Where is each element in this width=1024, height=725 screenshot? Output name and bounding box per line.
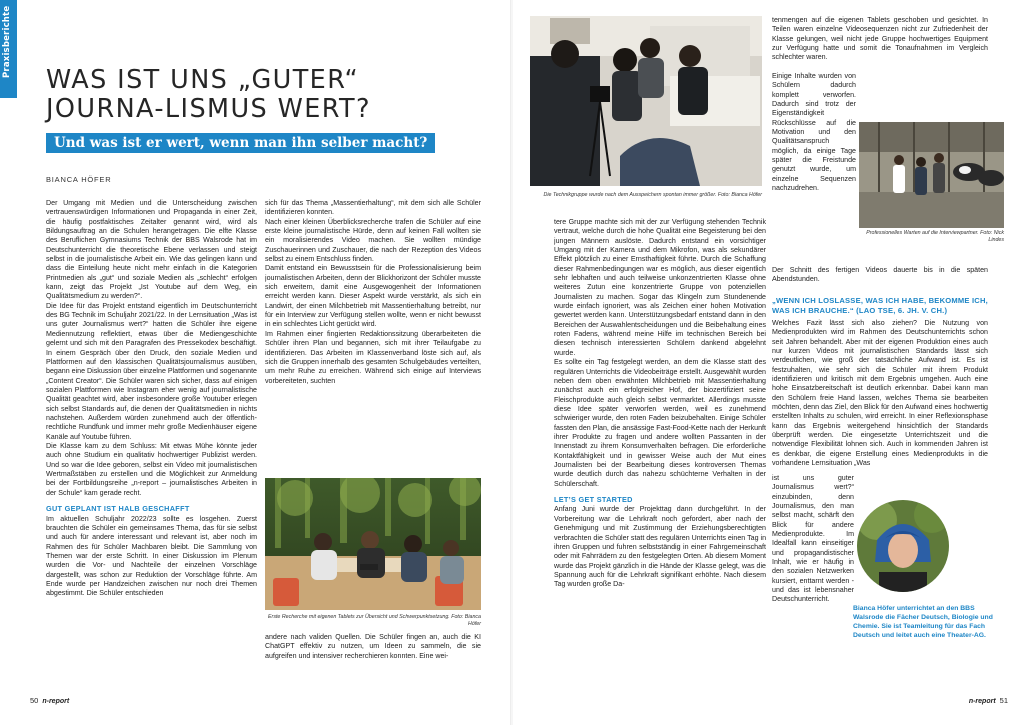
right-column-2-top xyxy=(772,16,988,72)
paragraph: sich für das Thema „Massentierhaltung“, mit dem sich alle Schüler identifizieren konnten. xyxy=(265,199,481,217)
paragraph: Im Rahmen einer fingierten Redaktionssitzung überarbeiteten die Schüler ihren Plan und begannen, sich mit ihrer Teilaufgabe zu identifizieren. Das Arbeiten im Klassenverband löste sich auf, als sich die Gruppen innerhalb des gesamten Schulgebäudes verteilten, um mehr Ruhe zu erreichen. Während sich einige auf Interviews vorbereiteten, suchten xyxy=(265,329,481,385)
section-tab-label: Praxisberichte xyxy=(2,6,12,79)
right-column-1 xyxy=(554,218,766,686)
photo-technik-group xyxy=(530,16,762,186)
paragraph: andere nach validen Quellen. Die Schüler fingen an, auch die KI ChatGPT effektiv zu nutzen, um Ideen zu sammeln, die sie aufgreifen und intensiver recherchieren konnten. Eine wei- xyxy=(265,633,481,660)
paragraph: tere Gruppe machte sich mit der zur Verfügung stehenden Technik vertraut, welche durch die hohe Qualität eine Begeisterung bei den jungen Männern auslöste. Dadurch entstand ein vorsichtiger Umgang mit der Kamera und dem Mikrofon, was als sekundärer Effekt plötzlich zu einer Ernsthaftigkeit führte. Durch die Schaffung dieser Rahmenbedingungen war es möglich, aus dieser eigentlich sehr lebhaften und auch teilweise unkonzentrierten Klasse ohne weiteres Zutun eine konzentrierte Gruppe von potenziellen Journalisten zu machen. Sogar das Klingeln zum Stundenende wurde einfach ignoriert, was als Zeichen einer hohen Motivation gewertet werden kann. Unterstützungsbedarf entstand dann in den Bereichen der Auswahlentscheidungen und die Beibehaltung eines roten Fadens, während meine Hilfe im technischen Bereich bei diesen technisch interessierten Schülern dankend abgelehnt wurde. xyxy=(554,218,766,357)
right-column-2-wrap xyxy=(772,72,856,267)
photo-barn-interview-image xyxy=(859,122,1004,228)
paragraph: Der Umgang mit Medien und die Unterscheidung zwischen vertrauenswürdigen Informationen und Propaganda in einer Zeit, die häufig postfaktisches Zeitalter genannt wird, wird als Bildungsauftrag an die Schulen herangetragen. Die elfte Klasse des Beruflichen Gymnasiums Technik der BBS Walsrode hat im Deutschunterricht die theoretische Ebene verlassen und steigt selbst in die journalistische Arbeit ein. Wie das gelingen kann und dass die Einteilung heute nicht mehr einfach in die Kategorien Printmedien als „gut“ und soziale Medien als „schlecht“ erfolgen kann, zeigt das Projekt „Ist Youtube auf dem Weg, ein Qualitätsmedium zu werden?“. xyxy=(46,199,257,301)
folio-left xyxy=(30,696,73,705)
paragraph: tenmengen auf die eigenen Tablets geschoben und gesichtet. In Teilen waren einzelne Videosequenzen nicht zur Zufriedenheit der Klasse gelungen, weil nicht jede Gruppe hochwertiges Equipment zur Verfügung hatte und somit die Tonaufnahmen im Vergleich schlechter waren. xyxy=(772,16,988,62)
left-column-1 xyxy=(46,199,257,673)
author-byline: BIANCA HÖFER xyxy=(46,175,112,184)
left-column-2-continued xyxy=(265,633,481,681)
section-tab xyxy=(0,0,17,98)
author-bio xyxy=(853,604,993,660)
page-number: 50 xyxy=(30,696,39,705)
photo-caption: Professionelles Warten auf die Interviewpartner. Foto: Nick Lindes xyxy=(866,230,1004,243)
paragraph: Die Idee für das Projekt entstand eigentlich im Deutschunterricht des BG Technik im Schuljahr 2021/22. In der Lernsituation „Was ist uns guter Journalismus wert?“ hatten die Schüler ihre eigene Mediennutzung reflektiert, etwas über die Mediengeschichte gelernt und sich mit den Paragrafen des Pressekodex beschäftigt. In einem Gespräch über den Druck, den soziale Medien und Plattformen auf den klassischen Qualitätsjournalismus ausüben, begann eine Diskussion über einzelne Plattformen und sogenannte „Content Creator“. Die Schüler waren sich sicher, dass auf einigen sozialen Plattformen wie Instagram eher wenig auf journalistische Qualität geachtet wird, aber insbesondere große Youtuber erlegen sich selbst Standards auf, die denen der Qualitätsmedien in nichts nachstehen. Außerdem würden zunehmend auch der öffentlich-rechtliche Rundfunk und immer mehr große Medienhäuser eigene Kanäle auf Youtube führen. xyxy=(46,301,257,441)
pull-quote: „WENN ICH LOSLASSE, WAS ICH HABE, BEKOMME ICH, WAS ICH BRAUCHE.“ (LAO TSE, 6. JH. V. CH.) xyxy=(772,296,988,315)
photo-technik-group-image xyxy=(530,16,762,186)
photo-students-research xyxy=(265,478,481,610)
right-column-2-continued xyxy=(772,266,988,296)
page-number: 51 xyxy=(999,696,1008,705)
paragraph: Die Klasse kam zu dem Schluss: Mit etwas Mühe könnte jeder auch ohne Studium ein qualitativ hochwertiger Publizist werden. Und so war die Idee geboren, selbst ein Video mit journalistischen Wertmaßstäben zu erstellen und die Möglichkeit zur Anmeldung bei der Fortbildungsreihe „n-report – journalistisches Arbeiten in der Schule“ kam gerade recht. xyxy=(46,441,257,497)
section-heading: GUT GEPLANT IST HALB GESCHAFFT xyxy=(46,504,190,513)
paragraph: Im aktuellen Schuljahr 2022/23 sollte es losgehen. Zuerst brauchten die Schüler ein gemeinsames Thema, das für sie selbst und auch für andere interessant und relevant ist, aber noch im Rahmen des für Schüler Machbaren bleibt. Die Sammlung von Themen war der erste Schritt. In einer Diskussion im Plenum wurden die Vor- und Nachteile der einzelnen Vorschläge dargestellt, was schon zur Reduktion der Vorschläge führte. Am Ende wurde per Handzeichen zwischen nur noch drei Themen abgestimmt. Die Schüler entschieden xyxy=(46,514,257,598)
paragraph-continued: Der Schnitt des fertigen Videos dauerte bis in die späten Abendstunden. xyxy=(772,266,988,284)
right-page xyxy=(513,0,1024,725)
paragraph-continued: Einige Inhalte wurden von Schülern dadurch komplett verworfen. Dadurch sind trotz der Eigenständigkeit Rückschlüsse auf die Motivation und den Qualitätsanspruch möglich, da einige Tage später die Freistunde genutzt wurde, um einzelne Sequenzen nachzudrehen. xyxy=(772,72,856,193)
photo-caption: Erste Recherche mit eigenen Tablets zur Übersicht und Schwerpunktsetzung. Foto: Bianca Höfer xyxy=(268,614,481,627)
paragraph: Welches Fazit lässt sich also ziehen? Die Nutzung von Medienprodukten wird im Rahmen des Deutschunterrichts schon seit Jahren behandelt. Aber mit der eigenen Produktion eines auch nur kurzen Videos mit journalistischen Standards lässt sich verdeutlichen, wie groß der tatsächliche Aufwand ist. Es ist festzuhalten, wie sehr sich die Schüler mit ihrem Produkt identifizieren und kritisch mit dem Ergebnis umgehen. Auch eine hohe Einsatzbereitschaft ist deutlich erkennbar. Dabei kann man den Schülern freie Hand lassen, welches Thema sie bearbeiten möchten, denn das Ziel, den Blick für den Aufwand eines hochwertig erstellten Inhalts zu schulen, wird erreicht. In einer Reflexionsphase kann das Ergebnis weitergehend hinsichtlich der Standards überprüft werden. Die eingesetzte Unterrichtszeit und die notwendige Flexibilität lohnen sich. Auch in kommenden Jahren ist es denkbar, die eigene Erstellung eines Medienprodukts in die vorhandene Lernsituation „Was xyxy=(772,319,988,468)
photo-students-research-image xyxy=(265,478,481,610)
author-portrait xyxy=(857,500,949,592)
paragraph: Nach einer kleinen Überblicksrecherche trafen die Schüler auf eine erste kleine journalistische Hürde, denn auf keinen Fall wollten sie ein moralisierendes Video machen. Sie wollten mündige Zuschauerinnen und Zuschauer, die nach der Rezeption des Videos selbst zu einem Entschluss finden. xyxy=(265,217,481,264)
article-subtitle: Und was ist er wert, wenn man ihn selber macht? xyxy=(46,133,435,153)
author-portrait-image xyxy=(857,500,949,592)
folio-right xyxy=(965,696,1008,705)
left-page xyxy=(0,0,511,725)
magazine-name: n-report xyxy=(42,698,70,705)
left-column-2 xyxy=(265,199,481,469)
paragraph: Anfang Juni wurde der Projekttag dann durchgeführt. In der Vorbereitung war die Lehrkraft noch gefordert, aber nach der Genehmigung und mit Zustimmung der Erziehungsberechtigten verbrachten die Schüler statt des regulären Unterrichts einen Tag in ihren Gruppen und fuhren selbstständig in einer Fahrgemeinschaft oder mit Fahrrädern zu den festgelegten Orten. Ab diesem Moment wurde das Projekt gänzlich in die Hände der Klasse gelegt, was die Spannung auch für die Lehrkraft signifikant erhöhte. Nach diesem Tag wurden große Da- xyxy=(554,505,766,589)
paragraph: Damit entstand ein Bewusstsein für die Professionalisierung beim journalistischen Arbeiten, denn der Blickhorizont der Schüler musste sich erweitern, damit eine Ausgewogenheit der Informationen erreicht werden kann. Dieser Aspekt wurde verstärkt, als sich ein Landwirt, der einen Milchbetrieb mit Massentierhaltung betreibt, nur für ein Interview zur Verfügung stellen wollte, wenn er nicht bewusst in ein schlechtes Licht gerückt wird. xyxy=(265,264,481,329)
right-column-2-narrow xyxy=(772,474,854,682)
article-title: WAS IST UNS „GUTER“ JOURNA-LISMUS WERT? xyxy=(46,65,371,124)
magazine-name: n-report xyxy=(968,698,996,705)
right-column-2-conclusion xyxy=(772,296,988,474)
section-heading: LET’S GET STARTED xyxy=(554,494,633,504)
author-bio-text: Bianca Höfer unterrichtet an den BBS Walsrode die Fächer Deutsch, Biologie und Chemie. Sie ist Teamleitung für das Fach Deutsch und leitet auch eine Theater-AG. xyxy=(853,605,993,639)
photo-barn-interview xyxy=(859,122,1004,228)
paragraph: Es sollte ein Tag festgelegt werden, an dem die Klasse statt des regulären Unterrichts die Videobeiträge erstellt. Ausgewählt wurden neben dem oben erwähnten Milchbetrieb mit Massentierhaltung zunächst auch ein erfolgreicher Hof, der biozertifiziert seine Fleischprodukte auch gleich selbst vermarktet. Allerdings musste diese Idee später verworfen werden, weil es zunehmend schwieriger wurde, den roten Faden beizubehalten. Einige Schüler fassten den Plan, die ansässige Fast-Food-Kette nach der Herkunft ihrer Produkte zu fragen und andere wollten Passanten in der Innenstadt zu ihrem Konsumverhalten befragen. Die erforderliche Kontaktfähigkeit und in gewisser Weise auch der Mut eines Journalisten bei der Bearbeitung dieses kontroversen Themas wurde deutlich durch das nahezu schüchterne Verhalten in der Schülerschaft. xyxy=(554,358,766,488)
photo-caption: Die Technikgruppe wurde nach dem Ausspeichern spontan immer größer. Foto: Bianca Höfer xyxy=(543,192,762,198)
paragraph-continued: ist uns guter Journalismus wert?“ einzubinden, denn Journalismus, den man selbst macht, schärft den Blick für andere Medienprodukte. Im Idealfall kann einseitiger und propagandistischer Inhalt, wie er häufig in den sozialen Netzwerken kursiert, enttarnt werden - und das ist lebensnaher Deutschunterricht. xyxy=(772,474,854,604)
